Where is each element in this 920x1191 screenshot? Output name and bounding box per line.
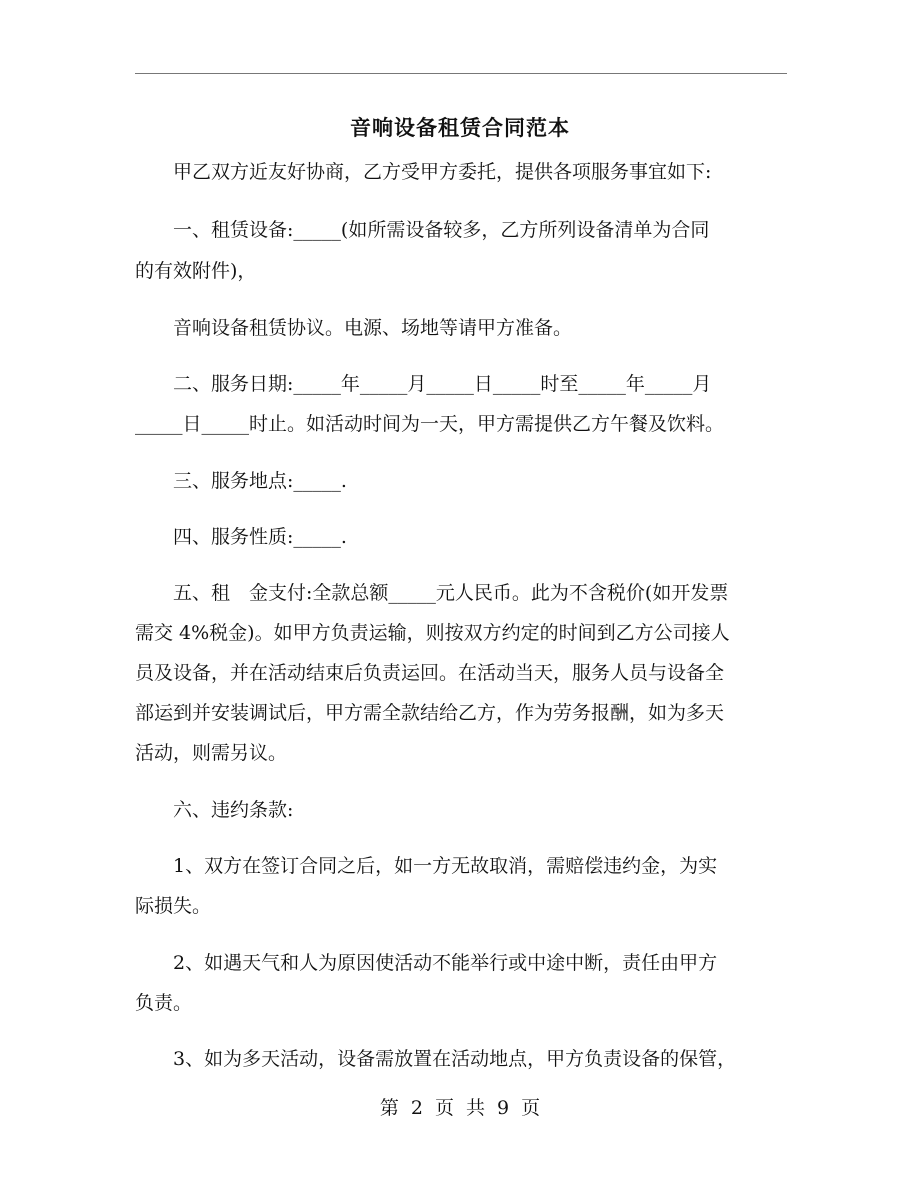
paragraph-line: 甲乙双方近友好协商，乙方受甲方委托，提供各项服务事宜如下: (135, 161, 712, 183)
paragraph-line: 五、租 金支付:全款总额_____元人民币。此为不含税价(如开发票 (135, 582, 729, 604)
paragraph-line: 部运到并安装调试后，甲方需全款结给乙方，作为劳务报酬，如为多天 (135, 702, 725, 724)
paragraph-line: 际损失。 (135, 895, 212, 917)
paragraph-line: 四、服务性质:_____. (135, 526, 347, 548)
paragraph-line: 员及设备，并在活动结束后负责运回。在活动当天，服务人员与设备全 (135, 662, 725, 684)
paragraph-line: 音响设备租赁协议。电源、场地等请甲方准备。 (135, 317, 573, 339)
paragraph-line: 2、如遇天气和人为原因使活动不能举行或中途中断，责任由甲方 (135, 952, 718, 974)
paragraph-line: 活动，则需另议。 (135, 742, 288, 764)
paragraph-line: 负责。 (135, 992, 193, 1014)
paragraph-line: 的有效附件)， (135, 260, 257, 282)
paragraph-line: 3、如为多天活动，设备需放置在活动地点，甲方负责设备的保管， (135, 1048, 737, 1070)
document-title: 音响设备租赁合同范本 (350, 115, 570, 140)
paragraph-line: 需交 4%税金)。如甲方负责运输，则按双方约定的时间到乙方公司接人 (135, 622, 730, 644)
paragraph-line: 六、违约条款: (135, 799, 294, 821)
paragraph-line: 1、双方在签订合同之后，如一方无故取消，需赔偿违约金，为实 (135, 855, 718, 877)
paragraph-line: 一、租赁设备:_____(如所需设备较多，乙方所列设备清单为合同 (135, 219, 710, 241)
paragraph-line: 二、服务日期:_____年_____月_____日_____时至_____年_____月 (135, 373, 712, 395)
paragraph-line: 三、服务地点:_____. (135, 470, 347, 492)
header-rule (135, 73, 787, 74)
paragraph-line: _____日_____时止。如活动时间为一天，甲方需提供乙方午餐及饮料。 (135, 413, 725, 435)
page-number: 第 2 页 共 9 页 (379, 1097, 541, 1119)
